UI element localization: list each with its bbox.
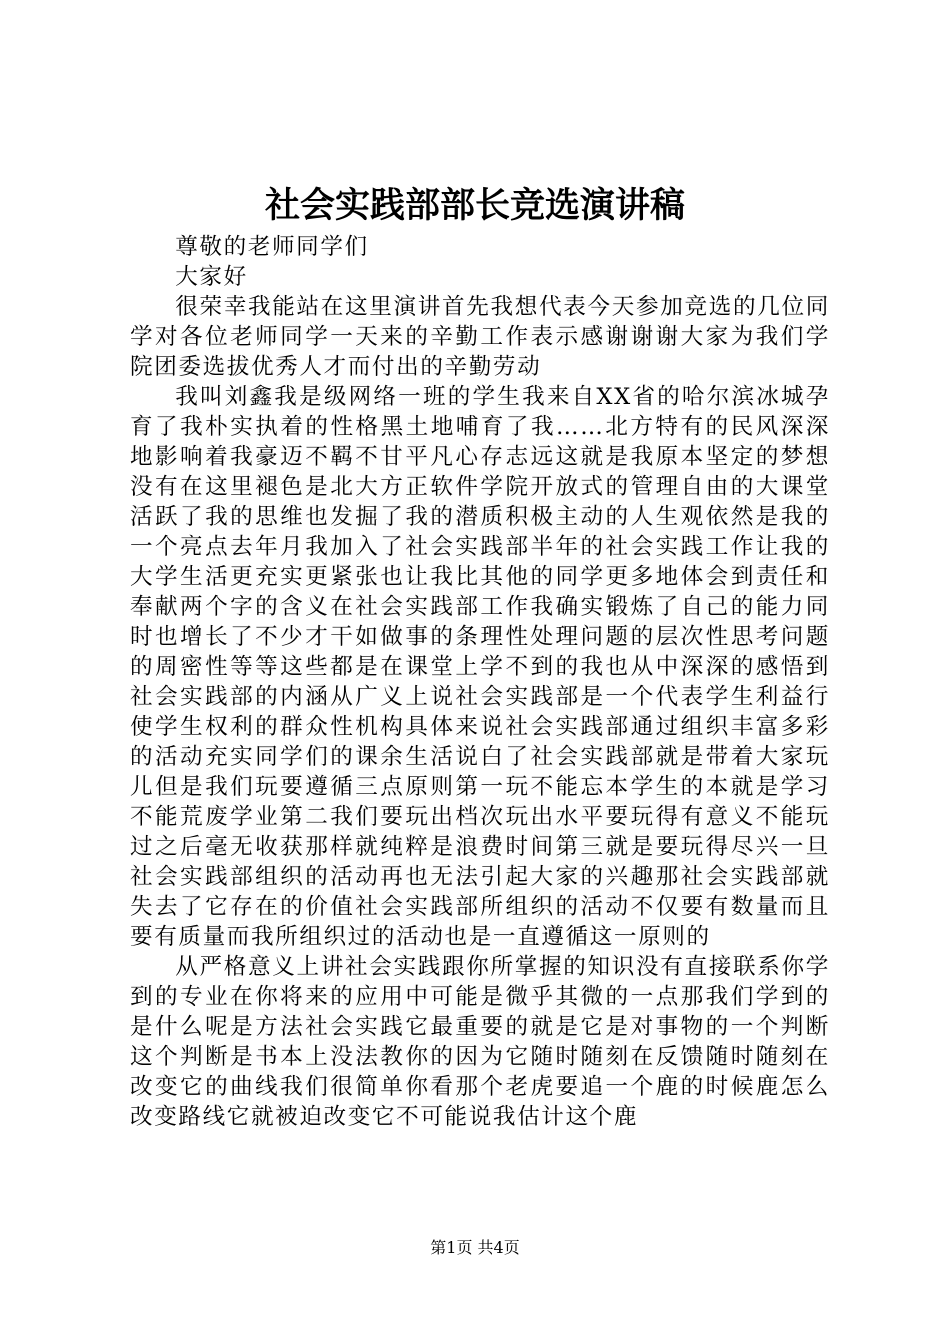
paragraph-self-introduction: 我叫刘鑫我是级网络一班的学生我来自XX省的哈尔滨冰城孕育了我朴实执着的性格黑土地哺育了我……北方特有的民风深深地影响着我豪迈不羁不甘平凡心存志远这就是我原本坚定的梦想没有在这里褪色是北大方正软件学院开放式的管理自由的大课堂活跃了我的思维也发掘了我的潜质积极主动的人生观依然是我的一个亮点去年月我加入了社会实践部半年的社会实践工作让我的大学生活更充实更紧张也让我比其他的同学更多地体会到责任和奉献两个字的含义在社会实践部工作我确实锻炼了自己的能力同时也增长了不少才干如做事的条理性处理问题的层次性思考问题的周密性等等这些都是在课堂上学不到的我也从中深深的感悟到社会实践部的内涵从广义上说社会实践部是一个代表学生利益行使学生权利的群众性机构具体来说社会实践部通过组织丰富多彩的活动充实同学们的课余生活说白了社会实践部就是带着大家玩儿但是我们玩要遵循三点原则第一玩不能忘本学生的本就是学习不能荒废学业第二我们要玩出档次玩出水平要玩得有意义不能玩过之后毫无收获那样就纯粹是浪费时间第三就是要玩得尽兴一旦社会实践部组织的活动再也无法引起大家的兴趣那社会实践部就失去了它存在的价值社会实践部所组织的活动不仅要有数量而且要有质量而我所组织过的活动也是一直遵循这一原则的 (130, 384, 830, 950)
paragraph-salutation: 尊敬的老师同学们 (175, 234, 369, 260)
paragraph-opening: 很荣幸我能站在这里演讲首先我想代表今天参加竞选的几位同学对各位老师同学一天来的辛勤工作表示感谢谢谢大家为我们学院团委选拔优秀人才而付出的辛勤劳动 (130, 294, 830, 380)
paragraph-greeting: 大家好 (175, 264, 248, 290)
page-number-footer: 第1页 共4页 (430, 1238, 520, 1257)
paragraph-social-practice: 从严格意义上讲社会实践跟你所掌握的知识没有直接联系你学到的专业在你将来的应用中可能是微乎其微的一点那我们学到的是什么呢是方法社会实践它最重要的就是它是对事物的一个判断这个判断是书本上没法教你的因为它随时随刻在反馈随时随刻在改变它的曲线我们很简单你看那个老虎要追一个鹿的时候鹿怎么改变路线它就被迫改变它不可能说我估计这个鹿 (130, 954, 830, 1130)
document-title: 社会实践部部长竞选演讲稿 (264, 185, 685, 226)
document-body (130, 232, 830, 1132)
